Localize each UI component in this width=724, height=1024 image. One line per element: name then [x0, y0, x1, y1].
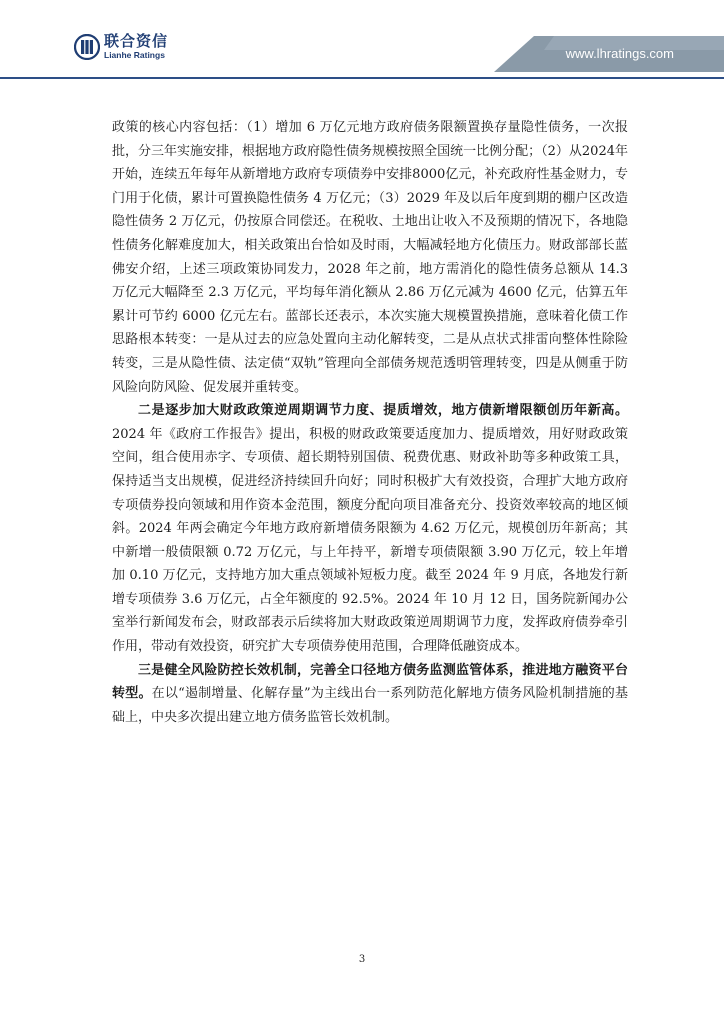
paragraph-heading: 二是逐步加大财政政策逆周期调节力度、提质增效，地方债新增限额创历年新高。: [138, 403, 628, 419]
page-number: 3: [358, 954, 366, 965]
document-body: [112, 116, 628, 729]
paragraph-policy-contents: 政策的核心内容包括：（1）增加 6 万亿元地方政府债务限额置换存量隐性债务，一次报批，分三年实施安排，根据地方政府隐性债务规模按照全国统一比例分配；（2）从2024年开始，连续五年每年从新增地方政府专项债券中安排8000亿元，补充政府性基金财力，专门用于化债，累计可置换隐性债务 4 万亿元；（3）2029 年及以后年度到期的棚户区改造隐性债务 2 万亿元，仍按原合同偿还。在税收、土地出让收入不及预期的情况下，各地隐性债务化解难度加大，相关政策出台恰如及时雨，大幅减轻地方化债压力。财政部部长蓝佛安介绍，上述三项政策协同发力，2028 年之前，地方需消化的隐性债务总额从 14.3 万亿元大幅降至 2.3 万亿元，平均每年消化额从 2.86 万亿元减为 4600 亿元，估算五年累计可节约 6000 亿元左右。蓝部长还表示，本次实施大规模置换措施，意味着化债工作思路根本转变：一是从过去的应急处置向主动化解转变，二是从点状式排雷向整体性除险转变，三是从隐性债、法定债“双轨”管理向全部债务规范透明管理转变，四是从侧重于防风险向防风险、促发展并重转变。: [112, 120, 628, 395]
brand-logo[interactable]: [74, 34, 168, 60]
website-link[interactable]: www.lhratings.com: [565, 46, 674, 61]
page-header: [0, 0, 724, 84]
paragraph-risk-control: [112, 659, 628, 730]
paragraph-heading: 三是健全风险防控长效机制，完善全口径地方债务监测监管体系，推进地方融资平台转型。: [112, 662, 628, 702]
paragraph-fiscal-policy: [112, 399, 628, 659]
paragraph-text: 在以“遏制增量、化解存量”为主线出台一系列防范化解地方债务风险机制措施的基础上，中央多次提出建立地方债务监管长效机制。: [112, 686, 628, 725]
paragraph-text: 2024 年《政府工作报告》提出，积极的财政政策要适度加力、提质增效，用好财政政策空间，组合使用赤字、专项债、超长期特别国债、税费优惠、财政补助等多种政策工具，保持适当支出规模，促进经济持续回升向好；同时积极扩大有效投资，合理扩大地方政府专项债券投向领域和用作资本金范围，额度分配向项目准备充分、投资效率较高的地区倾斜。2024 年两会确定今年地方政府新增债务限额为 4.62 万亿元，规模创历年新高；其中新增一般债限额 0.72 万亿元，与上年持平，新增专项债限额 3.90 万亿元，较上年增加 0.10 万亿元，支持地方加大重点领域补短板力度。截至 2024 年 9 月底，各地发行新增专项债券 3.6 万亿元，占全年额度的 92.5%。2024 年 10 月 12 日，国务院新闻办公室举行新闻发布会，财政部表示后续将加大财政政策逆周期调节力度，发挥政府债券牵引作用，带动有效投资，研究扩大专项债券使用范围，合理降低融资成本。: [112, 426, 628, 655]
brand-name-cn: 联合资信: [104, 32, 169, 51]
header-divider: [0, 77, 724, 79]
brand-name-en: Lianhe Ratings: [104, 50, 165, 61]
lianhe-logo-icon: [74, 34, 100, 60]
